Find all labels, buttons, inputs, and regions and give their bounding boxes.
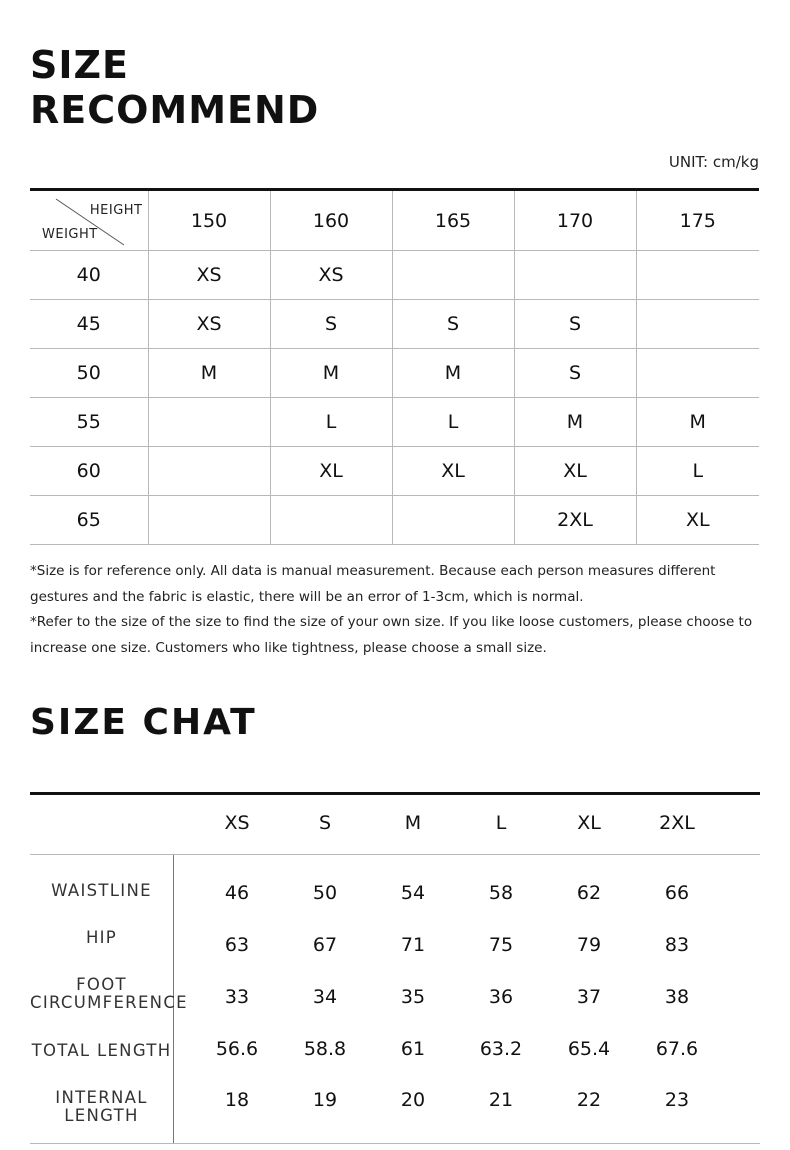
value-cell: 58.8: [303, 1038, 347, 1060]
size-cell: S: [270, 300, 392, 349]
size-header: 2XL: [659, 812, 695, 834]
value-cell: 33: [224, 986, 250, 1008]
corner-weight-label: WEIGHT: [42, 227, 98, 242]
table-row: [30, 251, 759, 300]
size-cell: [636, 300, 759, 349]
size-cell: [148, 398, 270, 447]
corner-cell: [30, 190, 148, 251]
size-header: L: [495, 812, 507, 834]
size-cell: [148, 496, 270, 545]
size-cell: [270, 496, 392, 545]
value-cell: 61: [400, 1038, 426, 1060]
size-header: XS: [224, 812, 250, 834]
size-cell: [514, 251, 636, 300]
corner-height-label: HEIGHT: [89, 203, 143, 218]
size-chart-title: SIZE CHAT: [30, 702, 257, 743]
value-cell: 67: [312, 934, 338, 956]
value-cell: 66: [664, 882, 690, 904]
value-cell: 36: [488, 986, 514, 1008]
height-header-row: [30, 190, 759, 251]
size-cell: M: [148, 349, 270, 398]
height-header: 160: [270, 190, 392, 251]
size-cell: [148, 447, 270, 496]
note-reference: *Size is for reference only. All data is manual measurement. Because each person measures different gestures and the fabric is elastic, there will be an error of 1-3cm, which is normal.: [30, 563, 716, 605]
value-cell: 56.6: [215, 1038, 259, 1060]
row-label-total-length: TOTAL LENGTH: [31, 1041, 172, 1060]
value-cell: 46: [224, 882, 250, 904]
table-row: [30, 496, 759, 545]
weight-cell: 50: [30, 349, 148, 398]
table-row: [30, 398, 759, 447]
height-header: 170: [514, 190, 636, 251]
header-divider: [30, 854, 760, 855]
note-advice: *Refer to the size of the size to find the size of your own size. If you like loose customers, please choose to increase one size. Customers who like tightness, please choose a small size.: [30, 614, 753, 656]
height-header: 165: [392, 190, 514, 251]
size-cell: M: [514, 398, 636, 447]
size-cell: 2XL: [514, 496, 636, 545]
value-cell: 38: [664, 986, 690, 1008]
value-cell: 83: [664, 934, 690, 956]
row-label-internal-length: INTERNAL LENGTH: [55, 1088, 148, 1125]
size-cell: XL: [270, 447, 392, 496]
size-cell: XL: [392, 447, 514, 496]
size-cell: M: [392, 349, 514, 398]
size-cell: XS: [148, 300, 270, 349]
size-recommend-table: [30, 188, 759, 545]
value-cell: 50: [312, 882, 338, 904]
size-header: XL: [577, 812, 601, 834]
size-header: M: [404, 812, 422, 834]
value-cell: 63: [224, 934, 250, 956]
value-cell: 62: [576, 882, 602, 904]
value-cell: 22: [576, 1089, 602, 1111]
size-cell: [392, 496, 514, 545]
size-cell: XS: [270, 251, 392, 300]
value-cell: 37: [576, 986, 602, 1008]
size-cell: L: [636, 447, 759, 496]
value-cell: 34: [312, 986, 338, 1008]
table-top-rule: [30, 792, 760, 795]
size-notes: [30, 559, 770, 661]
size-cell: XL: [636, 496, 759, 545]
size-recommend-title-line1: SIZE: [30, 43, 130, 87]
table-bottom-rule: [30, 1143, 760, 1144]
size-cell: XL: [514, 447, 636, 496]
size-cell: [392, 251, 514, 300]
table-row: [30, 349, 759, 398]
value-cell: 21: [488, 1089, 514, 1111]
size-cell: XS: [148, 251, 270, 300]
size-cell: M: [270, 349, 392, 398]
row-label-waistline: WAISTLINE: [51, 881, 152, 900]
size-cell: S: [514, 300, 636, 349]
value-cell: 35: [400, 986, 426, 1008]
height-header: 175: [636, 190, 759, 251]
size-cell: L: [270, 398, 392, 447]
size-cell: S: [514, 349, 636, 398]
size-cell: [636, 349, 759, 398]
size-cell: M: [636, 398, 759, 447]
row-label-hip: HIP: [85, 928, 118, 947]
value-cell: 20: [400, 1089, 426, 1111]
table-row: [30, 300, 759, 349]
weight-cell: 60: [30, 447, 148, 496]
size-chart-table: [30, 792, 760, 1145]
value-cell: 63.2: [479, 1038, 523, 1060]
size-cell: [636, 251, 759, 300]
value-cell: 18: [224, 1089, 250, 1111]
value-cell: 23: [664, 1089, 690, 1111]
value-cell: 54: [400, 882, 426, 904]
weight-cell: 45: [30, 300, 148, 349]
value-cell: 65.4: [567, 1038, 611, 1060]
value-cell: 67.6: [655, 1038, 699, 1060]
weight-cell: 65: [30, 496, 148, 545]
value-cell: 19: [312, 1089, 338, 1111]
unit-label: UNIT: cm/kg: [668, 153, 759, 171]
size-cell: L: [392, 398, 514, 447]
size-recommend-title-line2: RECOMMEND: [30, 88, 320, 132]
table-row: [30, 447, 759, 496]
size-cell: S: [392, 300, 514, 349]
value-cell: 71: [400, 934, 426, 956]
weight-cell: 55: [30, 398, 148, 447]
value-cell: 79: [576, 934, 602, 956]
diagonal-divider: [30, 191, 148, 252]
value-cell: 75: [488, 934, 514, 956]
row-label-foot-circumference: FOOT CIRCUMFERENCE: [30, 975, 188, 1012]
size-header: S: [318, 812, 332, 834]
value-cell: 58: [488, 882, 514, 904]
height-header: 150: [148, 190, 270, 251]
weight-cell: 40: [30, 251, 148, 300]
